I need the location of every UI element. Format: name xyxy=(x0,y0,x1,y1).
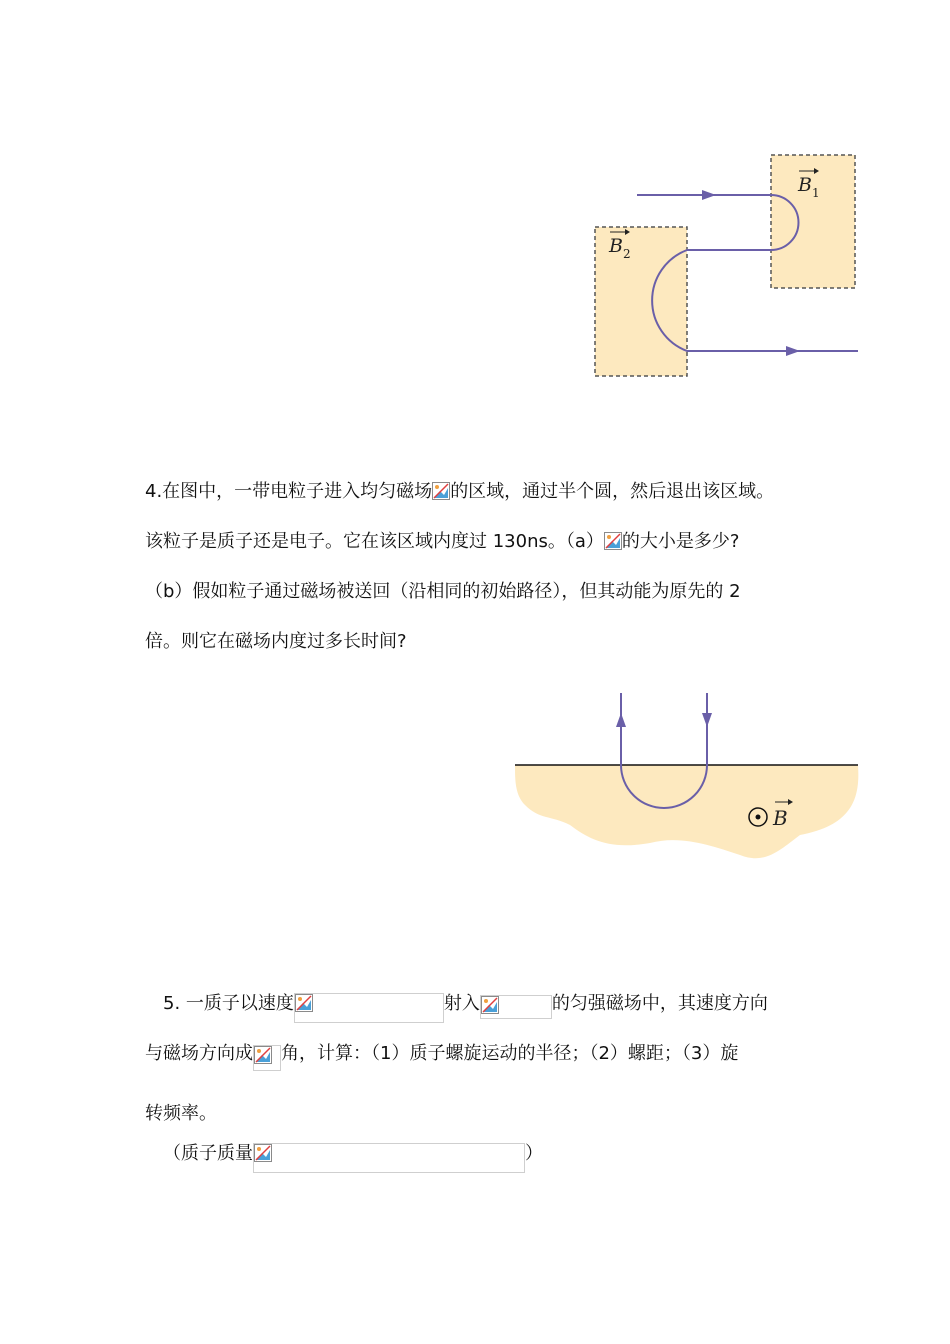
arrow-head-top xyxy=(702,190,716,200)
figure-u-turn xyxy=(510,685,865,865)
figure-field-regions xyxy=(590,150,870,385)
q4-line-4: 倍。则它在磁场内度过多长时间? xyxy=(145,631,407,652)
q4-line-2: 该粒子是质子还是电子。它在该区域内度过 130ns。（a） 的大小是多少? xyxy=(145,531,740,552)
broken-image-icon xyxy=(480,995,552,1019)
arrow-down xyxy=(702,713,712,727)
broken-image-icon xyxy=(253,1143,525,1173)
svg-text:B: B xyxy=(798,174,812,196)
q5-line-1: 5. 一质子以速度 射入 的匀强磁场中，其速度方向 xyxy=(163,992,768,1023)
q4-line-1: 4.在图中，一带电粒子进入均匀磁场 的区域，通过半个圆，然后退出该区域。 xyxy=(145,481,775,502)
svg-text:2: 2 xyxy=(623,247,631,261)
broken-image-icon xyxy=(294,993,444,1023)
svg-text:1: 1 xyxy=(812,186,820,200)
broken-image-icon xyxy=(432,482,450,500)
q4-line-3: （b）假如粒子通过磁场被送回（沿相同的初始路径），但其动能为原先的 2 xyxy=(145,581,741,602)
broken-image-icon xyxy=(604,532,622,550)
region-b1 xyxy=(771,155,855,288)
svg-text:B: B xyxy=(773,806,788,830)
q5-line-4: （质子质量 ） xyxy=(163,1142,543,1173)
field-region xyxy=(515,765,858,858)
q5-line-2: 与磁场方向成 角，计算：（1）质子螺旋运动的半径；（2）螺距；（3）旋 xyxy=(145,1042,738,1071)
broken-image-icon xyxy=(253,1045,281,1071)
arrow-up xyxy=(616,713,626,727)
q5-line-3: 转频率。 xyxy=(145,1103,217,1124)
svg-text:B: B xyxy=(609,235,623,257)
arrow-head-bottom xyxy=(786,346,800,356)
